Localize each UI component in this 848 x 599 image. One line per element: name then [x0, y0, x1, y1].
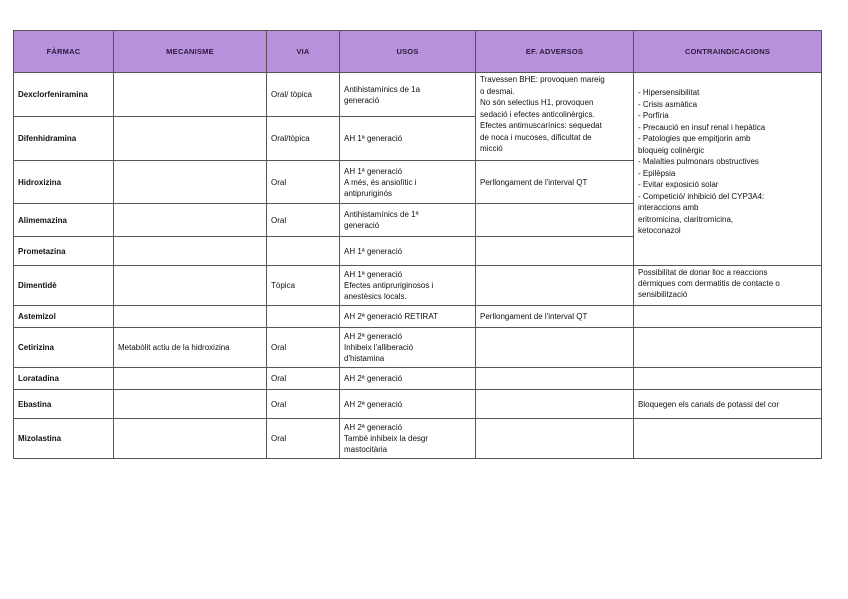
via-cell: Oral: [267, 328, 340, 368]
usos-cell: AH 2ª generació: [340, 390, 476, 419]
via-cell: Oral: [267, 161, 340, 204]
via-cell: Oral/tòpica: [267, 117, 340, 161]
mecanisme-cell: [114, 368, 267, 390]
efectes-cell: [476, 328, 634, 368]
drug-name: Prometazina: [14, 237, 114, 266]
mecanisme-cell: [114, 237, 267, 266]
contraindicacions-cell: [634, 328, 822, 368]
table-row: [14, 419, 822, 459]
mecanisme-cell: [114, 73, 267, 117]
table-row: [14, 266, 822, 306]
usos-cell: AH 2ª generació RETIRAT: [340, 306, 476, 328]
mecanisme-cell: [114, 117, 267, 161]
mecanisme-cell: [114, 306, 267, 328]
efectes-cell: [476, 390, 634, 419]
header-contraindicacions: CONTRAINDICACIONS: [634, 31, 822, 73]
usos-cell: AH 2ª generació: [340, 368, 476, 390]
efectes-merged-cell: Travessen BHE: provoquen mareig o desmai. No són selectius H1, provoquen sedació i efectes anticolinèrgics. Efectes antimuscarínics: sequedat de noca i mucoses, dificultat de micció: [476, 73, 634, 161]
mecanisme-cell: [114, 204, 267, 237]
header-efectes: EF. ADVERSOS: [476, 31, 634, 73]
drug-name: Alimemazina: [14, 204, 114, 237]
drug-name: Ebastina: [14, 390, 114, 419]
drug-name: Hidroxizina: [14, 161, 114, 204]
usos-cell: AH 1ª generació A més, és ansiolític i antipruriginós: [340, 161, 476, 204]
efectes-cell: Perllongament de l'interval QT: [476, 306, 634, 328]
usos-cell: AH 1ª generació: [340, 237, 476, 266]
contraindicacions-cell: Bloquegen els canals de potassi del cor: [634, 390, 822, 419]
via-cell: Oral: [267, 390, 340, 419]
drug-name: Dexclorfeniramina: [14, 73, 114, 117]
drug-name: Loratadina: [14, 368, 114, 390]
usos-cell: AH 1ª generació: [340, 117, 476, 161]
usos-cell: AH 2ª generació Inhibeix l'alliberació d'histamina: [340, 328, 476, 368]
efectes-cell: [476, 204, 634, 237]
mecanisme-cell: Metabòlit actiu de la hidroxizina: [114, 328, 267, 368]
via-cell: Oral: [267, 419, 340, 459]
table-row: [14, 306, 822, 328]
header-usos: USOS: [340, 31, 476, 73]
drug-name: Mizolastina: [14, 419, 114, 459]
efectes-cell: [476, 419, 634, 459]
header-mecanisme: MECANISME: [114, 31, 267, 73]
contraindicacions-cell: [634, 306, 822, 328]
table-row: [14, 73, 822, 117]
drug-name: Difenhidramina: [14, 117, 114, 161]
table-row: [14, 368, 822, 390]
via-cell: [267, 306, 340, 328]
table-row: [14, 390, 822, 419]
contraindicacions-cell: [634, 419, 822, 459]
drug-name: Dimentidè: [14, 266, 114, 306]
table-row: [14, 328, 822, 368]
efectes-cell: Perllongament de l'interval QT: [476, 161, 634, 204]
usos-cell: AH 1ª generació Efectes antipruriginosos i anestèsics locals.: [340, 266, 476, 306]
header-farmac: FÀRMAC: [14, 31, 114, 73]
drug-name: Cetirizina: [14, 328, 114, 368]
usos-cell: Antihistamínics de 1ª generació: [340, 204, 476, 237]
via-cell: [267, 237, 340, 266]
contraindicacions-cell: [634, 368, 822, 390]
header-via: VIA: [267, 31, 340, 73]
header-row: [14, 31, 822, 73]
efectes-cell: [476, 266, 634, 306]
via-cell: Oral/ tòpica: [267, 73, 340, 117]
contraindicacions-cell: Possibilitat de donar lloc a reaccions dèrmiques com dermatitis de contacte o sensibilització: [634, 266, 822, 306]
via-cell: Tòpica: [267, 266, 340, 306]
via-cell: Oral: [267, 204, 340, 237]
mecanisme-cell: [114, 266, 267, 306]
mecanisme-cell: [114, 390, 267, 419]
efectes-cell: [476, 368, 634, 390]
usos-cell: AH 2ª generació També inhibeix la desgr mastocitària: [340, 419, 476, 459]
mecanisme-cell: [114, 161, 267, 204]
usos-cell: Antihistamínics de 1a generació: [340, 73, 476, 117]
drug-name: Astemizol: [14, 306, 114, 328]
efectes-cell: [476, 237, 634, 266]
mecanisme-cell: [114, 419, 267, 459]
via-cell: Oral: [267, 368, 340, 390]
contraindicacions-merged-cell: - Hipersensibilitat - Crisis asmàtica - Porfíria - Precaució en insuf renal i hepàtica - Patologies que empitjorin amb bloqueig colinèrgic - Malalties pulmonars obstructives - Epilèpsia - Evitar exposició solar - Competició/ inhibició del CYP3A4: interaccions amb eritromicina, claritromicina, ketoconazol: [634, 73, 822, 266]
drug-table: [13, 30, 822, 459]
